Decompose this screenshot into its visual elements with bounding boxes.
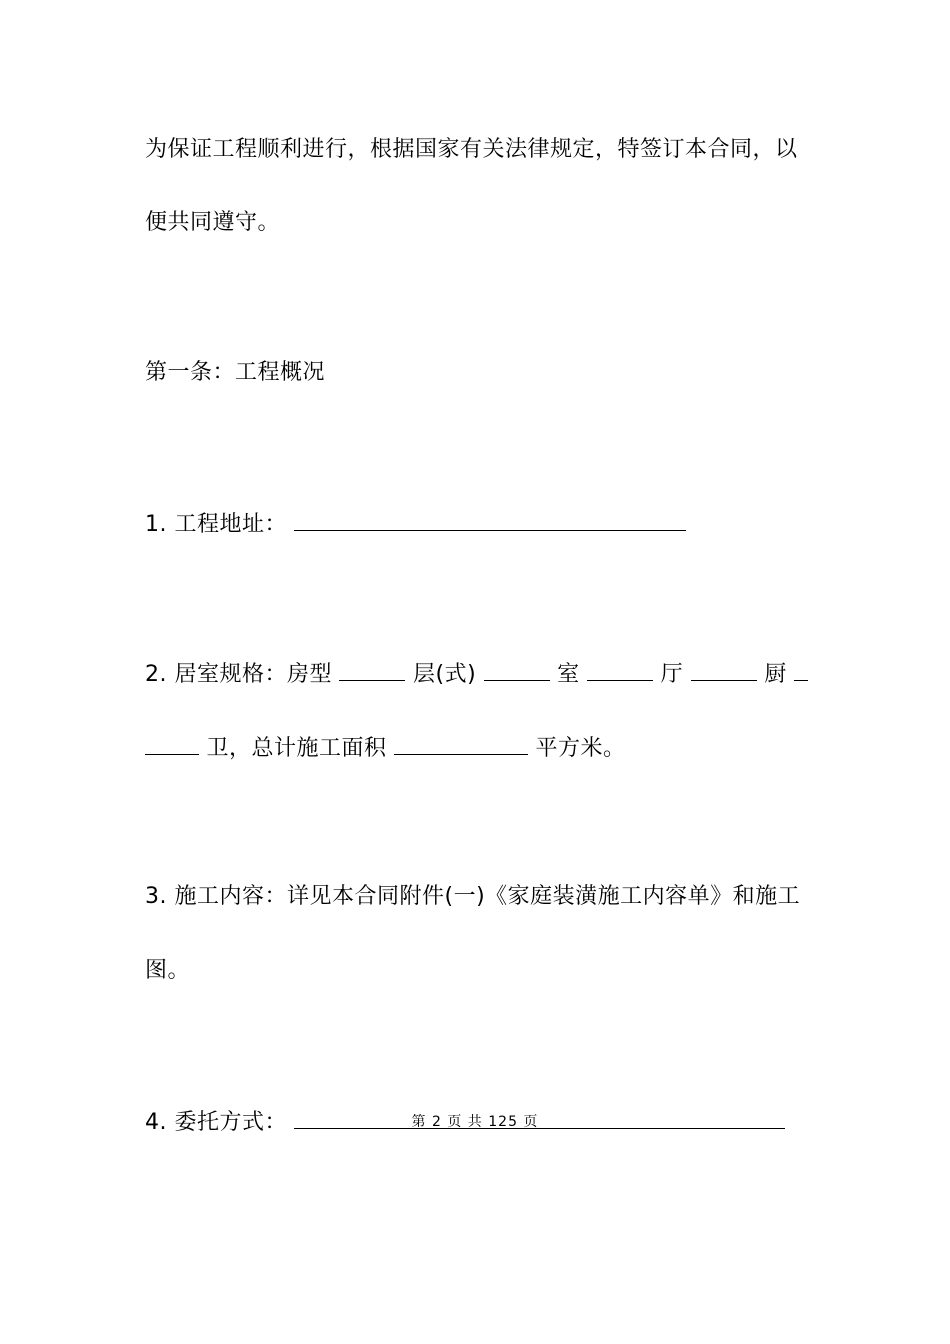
- intro-line-1: 为保证工程顺利进行，根据国家有关法律规定，特签订本合同，以: [145, 137, 798, 162]
- ting-blank: [691, 658, 757, 681]
- area-blank: [394, 732, 528, 755]
- shi-label: 室: [557, 662, 580, 687]
- item-3-line-2: 图。: [145, 958, 191, 983]
- item-2-room-spec-cont: [145, 732, 626, 764]
- chu-label: 厨: [764, 662, 787, 687]
- item-4-label: 4. 委托方式：: [145, 1110, 287, 1135]
- ceng-blank: [484, 658, 550, 681]
- intro-line-2: 便共同遵守。: [145, 210, 281, 235]
- wei-blank-start: [794, 658, 808, 681]
- ceng-label: 层(式): [412, 662, 477, 687]
- item-1-label: 1. 工程地址：: [145, 512, 287, 537]
- item-3-line-1: 3. 施工内容：详见本合同附件(一)《家庭装潢施工内容单》和施工: [145, 884, 801, 909]
- wei-label: 卫，总计施工面积: [206, 736, 387, 761]
- address-blank: [294, 508, 686, 531]
- page-footer: [0, 1113, 950, 1131]
- shi-blank: [587, 658, 653, 681]
- item-2-room-spec: [145, 658, 808, 690]
- ting-label: 厅: [660, 662, 684, 687]
- wei-blank: [145, 732, 199, 755]
- article-1-heading: 第一条：工程概况: [145, 360, 326, 385]
- item-2-label: 2. 居室规格：房型: [145, 662, 332, 687]
- area-unit: 平方米。: [535, 736, 626, 761]
- room-type-blank: [339, 658, 405, 681]
- page-number: 第 2 页 共 125 页: [411, 1114, 539, 1130]
- item-1-address: [145, 508, 686, 540]
